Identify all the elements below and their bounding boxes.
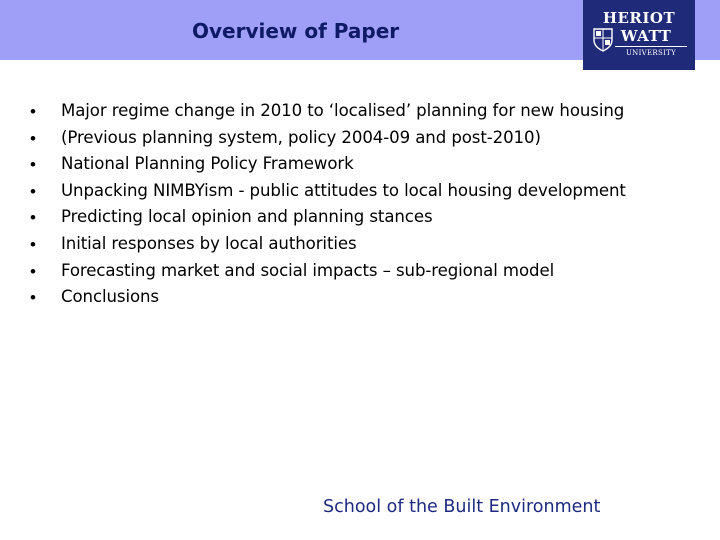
logo-line-watt: WATT — [620, 27, 672, 45]
bullet-text: (Previous planning system, policy 2004-09 and post-2010) — [61, 127, 541, 147]
slide-title: Overview of Paper — [192, 19, 400, 43]
bullet-text: Major regime change in 2010 to ‘localised’ planning for new housing — [61, 101, 625, 120]
bullet-marker: • — [30, 288, 36, 308]
university-logo — [583, 0, 695, 70]
bullet-marker: • — [30, 181, 36, 201]
bullet-marker: • — [30, 102, 36, 121]
footer-school-name: School of the Built Environment — [323, 497, 601, 517]
bullet-text: Conclusions — [61, 287, 159, 307]
bullet-marker: • — [30, 128, 36, 148]
bullet-marker: • — [30, 234, 36, 254]
bullet-marker: • — [30, 208, 36, 228]
bullet-marker: • — [30, 155, 36, 175]
bullet-text: Predicting local opinion and planning stances — [61, 207, 433, 227]
bullet-marker: • — [30, 261, 36, 281]
logo-line-heriot: HERIOT — [602, 9, 676, 27]
bullet-text: National Planning Policy Framework — [61, 154, 354, 174]
bullet-text: Forecasting market and social impacts – sub-regional model — [61, 260, 555, 280]
bullet-text: Initial responses by local authorities — [61, 233, 357, 253]
logo-line-university: UNIVERSITY — [625, 49, 677, 57]
bullet-text: Unpacking NIMBYism - public attitudes to local housing development — [61, 180, 626, 200]
logo-divider — [615, 46, 687, 47]
